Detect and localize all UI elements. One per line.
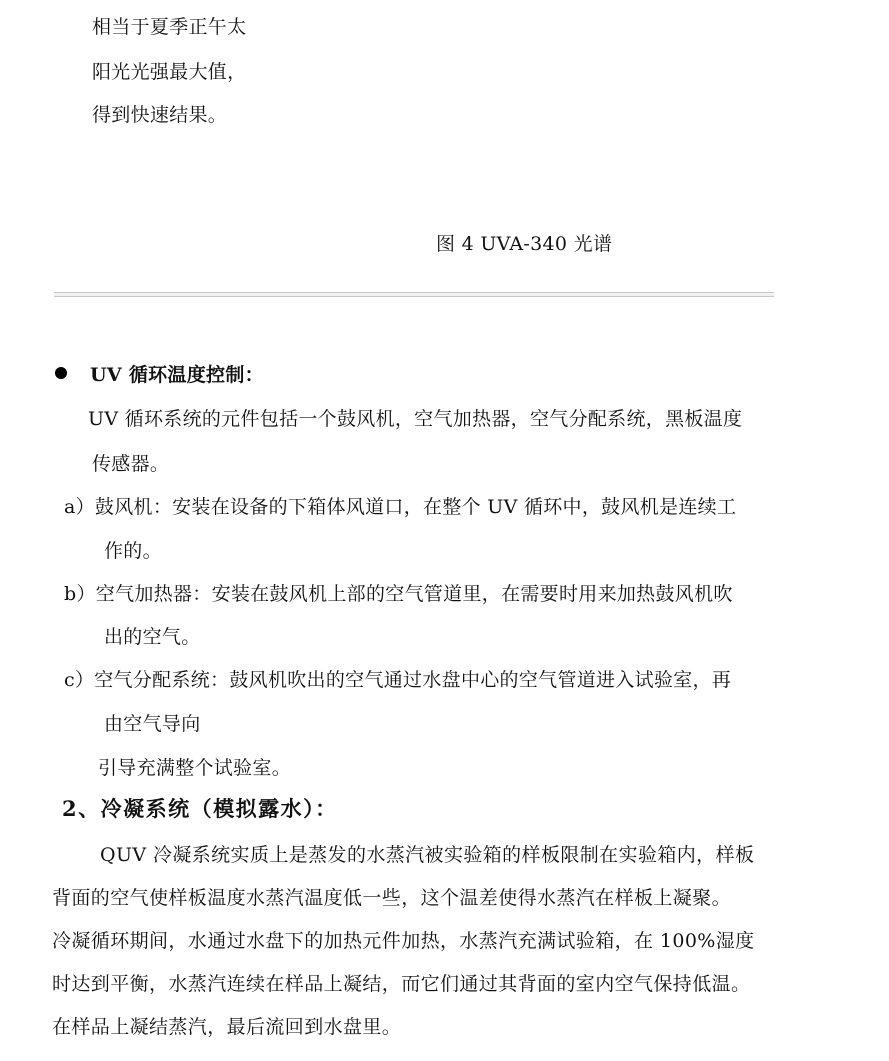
list-item: c）空气分配系统：鼓风机吹出的空气通过水盘中心的空气管道进入试验室，再 <box>64 669 732 691</box>
paragraph-line: 在样品上凝结蒸汽，最后流回到水盘里。 <box>52 1016 402 1038</box>
section-title: UV 循环温度控制： <box>90 364 264 386</box>
text-line: 引导充满整个试验室。 <box>98 757 292 779</box>
text-line: 得到快速结果。 <box>92 104 228 126</box>
section-heading: 2、冷凝系统（模拟露水）： <box>62 796 338 821</box>
text-line: 传感器。 <box>92 453 170 475</box>
list-item-continuation: 由空气导向 <box>104 713 201 735</box>
paragraph-line: 冷凝循环期间，水通过水盘下的加热元件加热，水蒸汽充满试验箱，在 100%湿度 <box>52 930 755 952</box>
paragraph-line: 背面的空气使样板温度水蒸汽温度低一些，这个温差使得水蒸汽在样板上凝聚。 <box>52 887 732 909</box>
text-line: UV 循环系统的元件包括一个鼓风机，空气加热器，空气分配系统，黑板温度 <box>88 408 743 430</box>
divider <box>54 292 774 297</box>
bullet-icon <box>55 367 67 379</box>
paragraph-line: 时达到平衡，水蒸汽连续在样品上凝结，而它们通过其背面的室内空气保持低温。 <box>52 973 751 995</box>
list-item-continuation: 出的空气。 <box>104 626 201 648</box>
list-item-continuation: 作的。 <box>104 540 162 562</box>
paragraph-line: QUV 冷凝系统实质上是蒸发的水蒸汽被实验箱的样板限制在实验箱内，样板 <box>100 844 755 866</box>
text-line: 相当于夏季正午太 <box>92 16 247 38</box>
list-item: a）鼓风机：安装在设备的下箱体风道口，在整个 UV 循环中，鼓风机是连续工 <box>64 496 737 518</box>
text-line: 阳光光强最大值， <box>92 61 247 83</box>
figure-caption: 图 4 UVA-340 光谱 <box>436 233 613 255</box>
list-item: b）空气加热器：安装在鼓风机上部的空气管道里，在需要时用来加热鼓风机吹 <box>64 583 733 605</box>
